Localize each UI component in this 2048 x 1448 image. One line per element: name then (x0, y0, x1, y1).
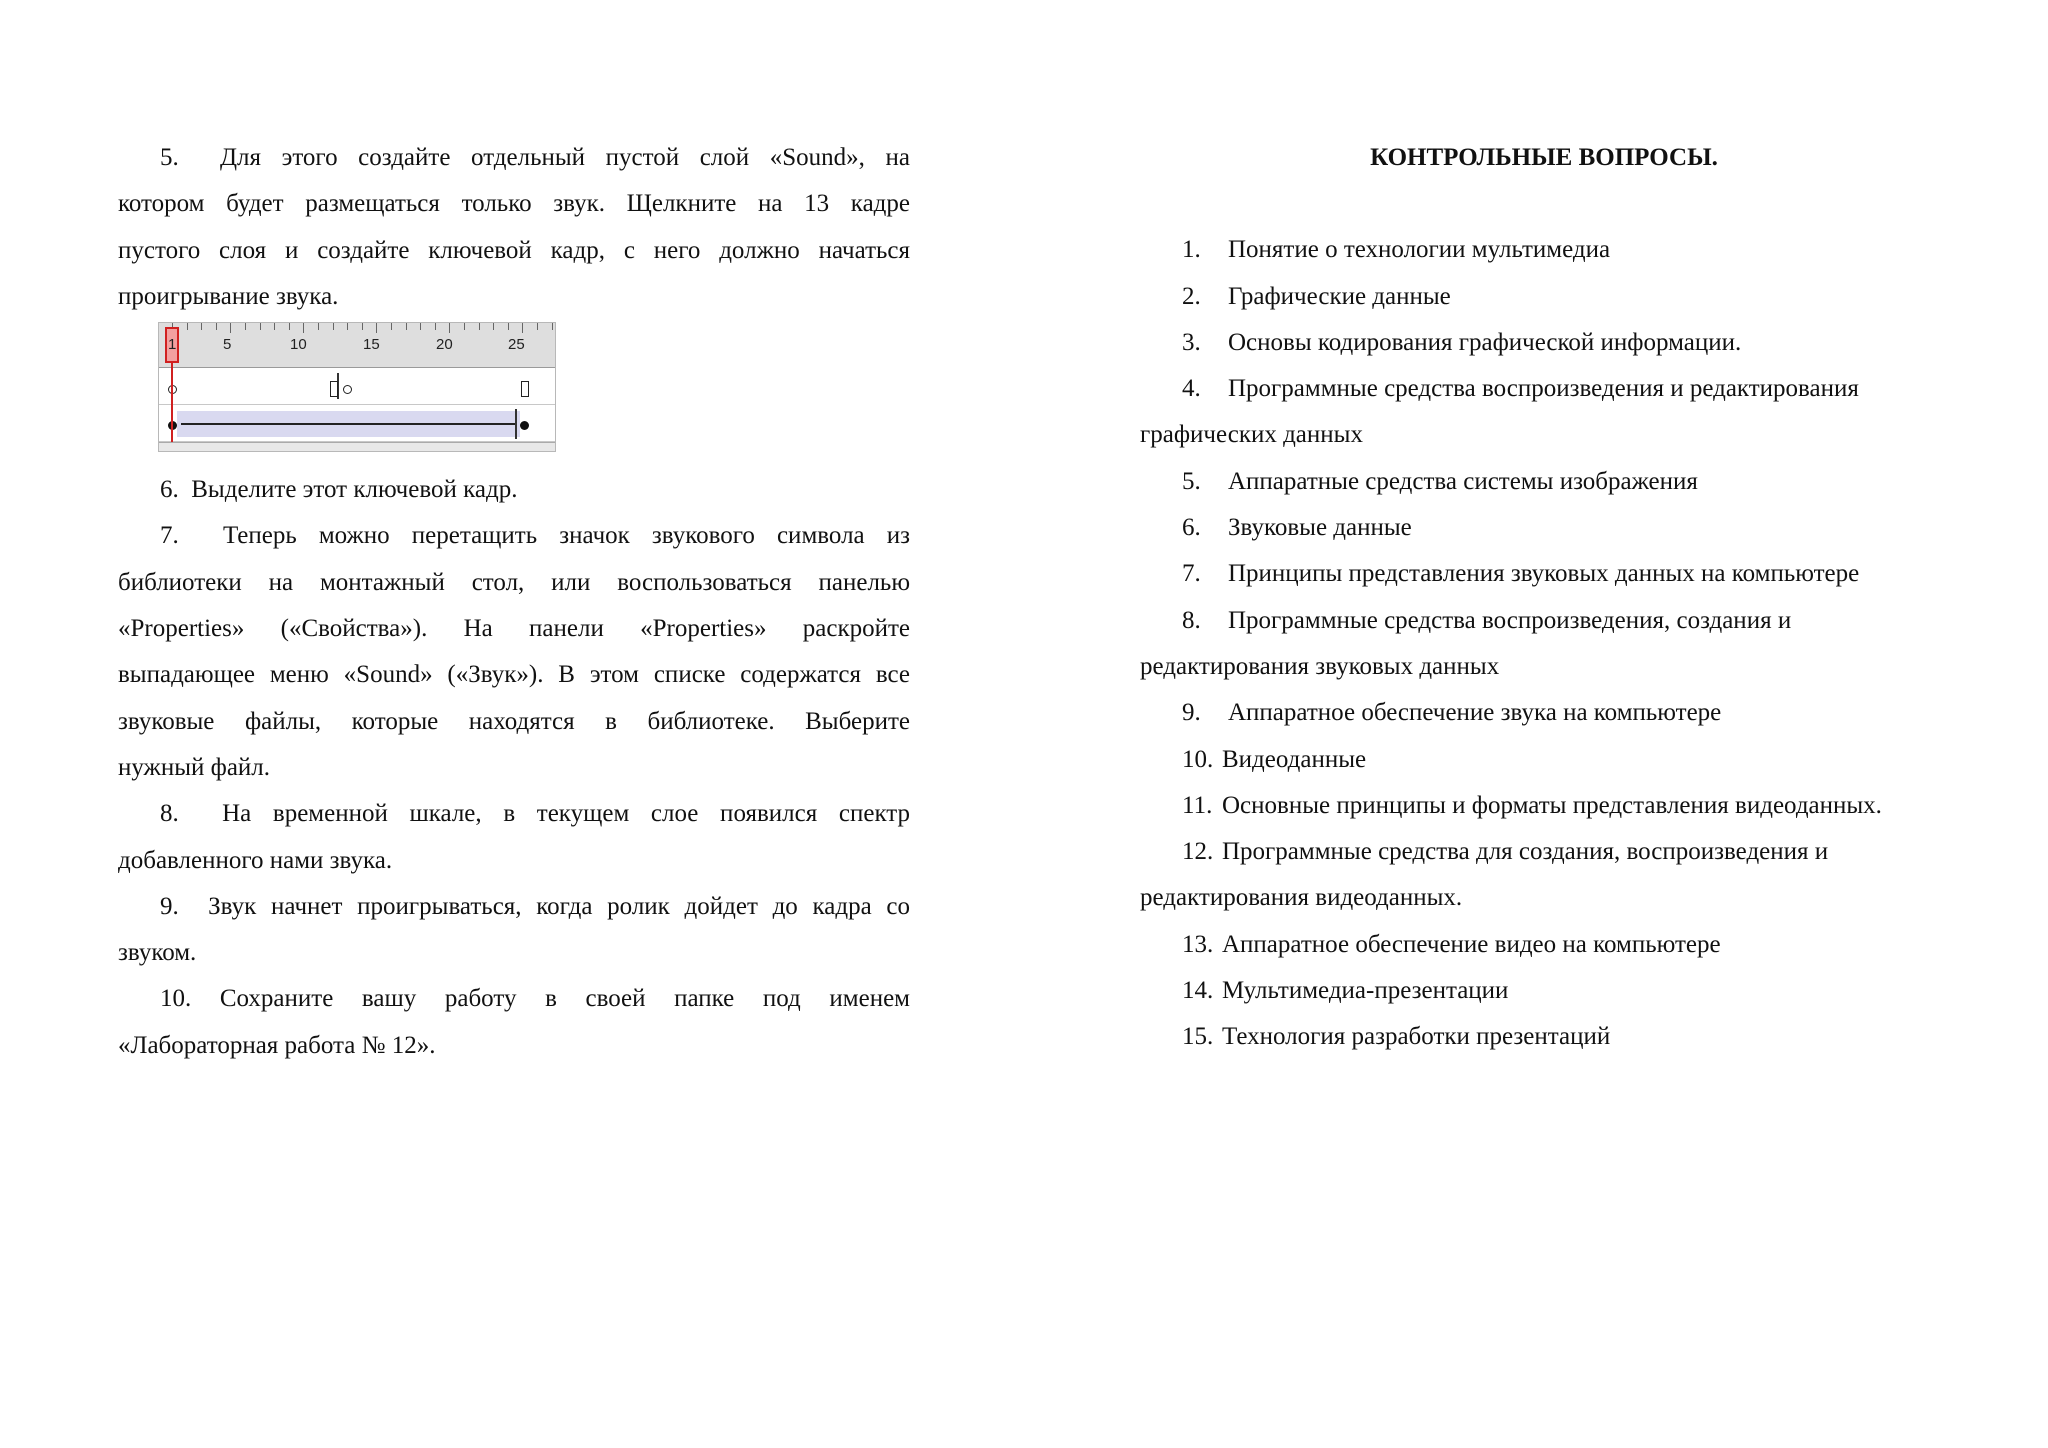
step-7 (118, 513, 910, 791)
question-number: 1. (1182, 236, 1201, 264)
question-line (1140, 690, 1948, 736)
question-item (1140, 922, 1948, 968)
question-line (1140, 783, 1948, 829)
question-text: Видеоданные (1222, 745, 1367, 773)
step-7-line-1: 7. Теперь можно перетащить значок звукового символа из (160, 522, 910, 550)
ruler-tick (420, 323, 421, 330)
question-item (1140, 227, 1948, 273)
question-line (1140, 737, 1948, 783)
ruler-tick (303, 323, 304, 333)
ruler-tick (479, 323, 480, 330)
ruler-tick (406, 323, 407, 330)
question-text: Понятие о технологии мультимедиа (1228, 236, 1611, 264)
question-text: Программные средства воспроизведения, создания и (1228, 606, 1792, 634)
question-number: 3. (1182, 328, 1201, 356)
question-number: 12. (1182, 838, 1214, 866)
step-8-line-1: 8. На временной шкале, в текущем слое появился спектр (160, 800, 910, 828)
question-number: 15. (1182, 1023, 1214, 1051)
question-item (1140, 366, 1948, 459)
ruler-tick (187, 323, 188, 330)
question-number: 4. (1182, 375, 1201, 403)
ruler-tick (522, 323, 523, 333)
question-line (1140, 829, 1948, 875)
question-item (1140, 598, 1948, 691)
step-8-line-2: добавленного нами звука. (118, 846, 393, 874)
step-10-line-2: «Лабораторная работа № 12». (118, 1031, 436, 1059)
step-6 (118, 467, 910, 513)
question-number: 13. (1182, 930, 1214, 958)
sound-layer-row[interactable] (159, 368, 555, 405)
ruler-tick (347, 323, 348, 330)
timeline-scrollbar[interactable] (159, 442, 555, 452)
right-column (1140, 135, 1948, 1061)
ruler-tick (260, 323, 261, 330)
question-text: Программные средства воспроизведения и редактирования (1228, 375, 1859, 403)
question-item (1140, 551, 1948, 597)
question-number: 14. (1182, 977, 1214, 1005)
ruler-tick (318, 323, 319, 330)
ruler-tick (245, 323, 246, 330)
question-item (1140, 459, 1948, 505)
ruler-tick (464, 323, 465, 330)
question-number: 2. (1182, 282, 1201, 310)
step-7-line-2: библиотеки на монтажный стол, или воспользоваться панелью (118, 568, 910, 596)
step-5-line-3: пустого слоя и создайте ключевой кадр, с него должно начаться (118, 236, 910, 264)
question-number: 8. (1182, 606, 1201, 634)
ruler-tick (435, 323, 436, 330)
step-7-line-5: звуковые файлы, которые находятся в библиотеке. Выберите (118, 707, 910, 735)
question-text: Графические данные (1228, 282, 1451, 310)
ruler-number-5: 5 (223, 336, 232, 353)
question-line (1140, 598, 1948, 644)
ruler-tick (493, 323, 494, 330)
question-line (1140, 320, 1948, 366)
question-line (1140, 459, 1948, 505)
left-column (118, 135, 910, 1069)
question-item (1140, 737, 1948, 783)
question-number: 5. (1182, 467, 1201, 495)
question-text: Звуковые данные (1228, 514, 1412, 542)
question-item (1140, 1014, 1948, 1060)
filled-keyframe-end[interactable] (520, 421, 529, 430)
playhead-line (171, 363, 173, 452)
question-line (1140, 1014, 1948, 1060)
keyframe-13[interactable] (330, 381, 338, 397)
step-10 (118, 976, 910, 1069)
question-text: Аппаратное обеспечение звука на компьютере (1228, 699, 1722, 727)
ruler-tick (274, 323, 275, 330)
step-8 (118, 791, 910, 884)
ruler-tick (508, 323, 509, 330)
step-9-line-1: 9. Звук начнет проигрываться, когда ролик дойдет до кадра со (160, 892, 910, 920)
timeline-screenshot (158, 322, 556, 452)
question-number: 11. (1182, 791, 1213, 819)
question-text: Аппаратные средства системы изображения (1228, 467, 1698, 495)
step-6-line-1: 6. Выделите этот ключевой кадр. (160, 476, 518, 504)
ruler-tick (216, 323, 217, 330)
ruler-tick (362, 323, 363, 330)
step-10-line-1: 10. Сохраните вашу работу в своей папке под именем (160, 985, 910, 1013)
ruler-tick (201, 323, 202, 330)
question-number: 6. (1182, 514, 1201, 542)
question-text: Аппаратное обеспечение видео на компьютере (1222, 930, 1721, 958)
question-line (1140, 505, 1948, 551)
question-item (1140, 968, 1948, 1014)
ruler-number-25: 25 (508, 336, 525, 353)
ruler-tick (289, 323, 290, 330)
ruler-tick (376, 323, 377, 333)
question-item (1140, 320, 1948, 366)
question-item (1140, 783, 1948, 829)
question-item (1140, 829, 1948, 922)
question-continuation: графических данных (1140, 421, 1363, 449)
question-line (1140, 922, 1948, 968)
ruler-number-20: 20 (436, 336, 453, 353)
question-line (1140, 968, 1948, 1014)
question-item (1140, 690, 1948, 736)
step-5-line-4: проигрывание звука. (118, 282, 339, 310)
step-7-line-4: выпадающее меню «Sound» («Звук»). В этом списке содержатся все (118, 661, 910, 689)
question-text: Основные принципы и форматы представления видеоданных. (1222, 791, 1882, 819)
step-7-line-3: «Properties» («Свойства»). На панели «Properties» раскройте (118, 615, 910, 643)
ruler-tick (449, 323, 450, 333)
question-number: 9. (1182, 699, 1201, 727)
step-5-line-1: 5. Для этого создайте отдельный пустой слой «Sound», на (160, 144, 910, 171)
ruler-tick (391, 323, 392, 330)
question-continuation: редактирования видеоданных. (1140, 884, 1463, 912)
ruler-tick (230, 323, 231, 333)
question-number: 10. (1182, 745, 1214, 773)
question-line (1140, 274, 1948, 320)
question-text: Основы кодирования графической информации. (1228, 328, 1742, 356)
question-text: Технология разработки презентаций (1222, 1023, 1611, 1051)
empty-keyframe-14[interactable] (343, 385, 352, 394)
step-9-line-2: звуком. (118, 939, 197, 967)
tween-arrow (181, 423, 516, 425)
ruler-number-1: 1 (168, 336, 177, 353)
ruler-number-15: 15 (363, 336, 380, 353)
questions-list (1140, 227, 1948, 1060)
question-number: 7. (1182, 560, 1201, 588)
ruler-number-10: 10 (290, 336, 307, 353)
question-text: Мультимедиа-презентации (1222, 977, 1509, 1005)
tween-end-divider (515, 409, 517, 439)
question-text: Принципы представления звуковых данных на компьютере (1228, 560, 1860, 588)
step-9 (118, 884, 910, 977)
question-line (1140, 227, 1948, 273)
step-5 (118, 135, 910, 320)
ruler-tick (552, 323, 553, 330)
frame-ruler (159, 323, 555, 368)
question-item (1140, 274, 1948, 320)
question-continuation: редактирования звуковых данных (1140, 652, 1500, 680)
step-5-line-2: котором будет размещаться только звук. Щелкните на 13 кадре (118, 190, 910, 218)
question-line (1140, 551, 1948, 597)
ruler-tick (333, 323, 334, 330)
ruler-tick (537, 323, 538, 330)
control-questions-heading: КОНТРОЛЬНЫЕ ВОПРОСЫ. (1370, 144, 1718, 171)
end-frame-sound[interactable] (521, 381, 529, 397)
step-7-line-6: нужный файл. (118, 753, 271, 781)
question-text: Программные средства для создания, воспроизведения и (1222, 838, 1829, 866)
question-item (1140, 505, 1948, 551)
question-line (1140, 366, 1948, 412)
